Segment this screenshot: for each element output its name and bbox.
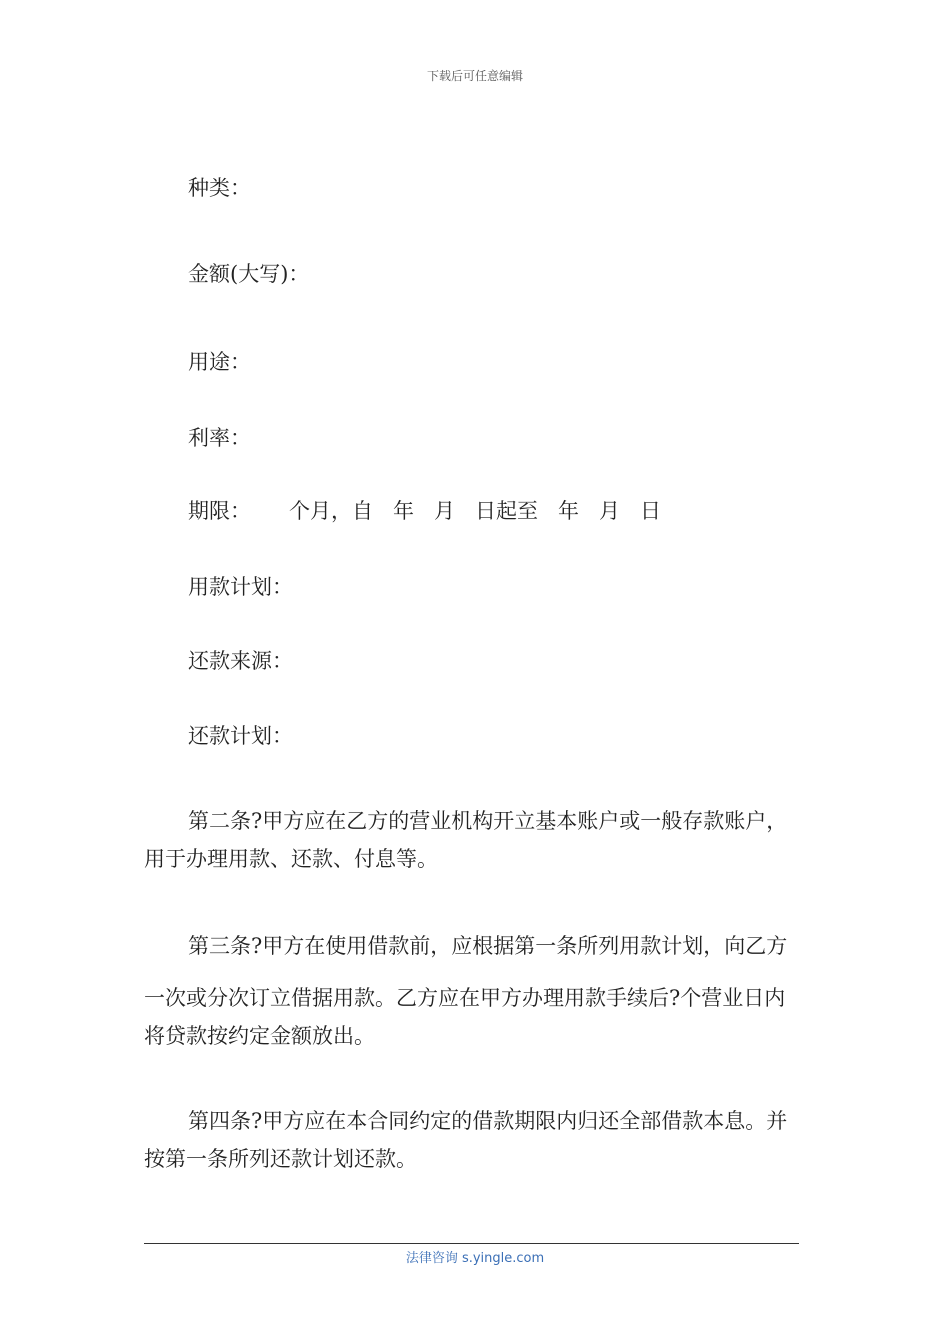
term-year-to: 年 xyxy=(558,499,579,523)
article-3-line-1: 第三条?甲方在使用借款前，应根据第一条所列用款计划，向乙方 xyxy=(188,934,788,958)
term-month-to: 月 xyxy=(599,499,620,523)
article-3-line-2: 一次或分次订立借据用款。乙方应在甲方办理用款手续后?个营业日内 xyxy=(144,986,786,1010)
field-repay-plan: 还款计划： xyxy=(188,724,293,748)
article-4-line-1: 第四条?甲方应在本合同约定的借款期限内归还全部借款本息。并 xyxy=(188,1109,788,1133)
article-3 xyxy=(144,932,806,1050)
field-term xyxy=(188,497,661,525)
field-amount: 金额(大写)： xyxy=(188,262,310,286)
term-day-to: 日 xyxy=(640,499,661,523)
term-month-from: 月 xyxy=(434,499,455,523)
field-rate: 利率： xyxy=(188,426,251,450)
field-purpose: 用途： xyxy=(188,350,251,374)
article-2 xyxy=(144,807,806,873)
term-label: 期限： xyxy=(188,499,251,523)
article-4-line-2: 按第一条所列还款计划还款。 xyxy=(144,1147,417,1171)
footer-link[interactable]: 法律咨询 s.yingle.com xyxy=(405,1251,545,1266)
term-day-from: 日起至 xyxy=(475,499,538,523)
article-4 xyxy=(144,1107,806,1173)
field-use-plan: 用款计划： xyxy=(188,575,293,599)
article-2-line-2: 用于办理用款、还款、付息等。 xyxy=(144,847,438,871)
article-2-line-1: 第二条?甲方应在乙方的营业机构开立基本账户或一般存款账户， xyxy=(188,809,788,833)
article-3-line-3: 将贷款按约定金额放出。 xyxy=(144,1024,375,1048)
term-months: 个月，自 xyxy=(289,499,373,523)
field-kind: 种类： xyxy=(188,176,251,200)
term-year-from: 年 xyxy=(393,499,414,523)
footer-divider xyxy=(144,1243,799,1244)
field-repay-source: 还款来源： xyxy=(188,649,293,673)
page-header: 下载后可任意编辑 xyxy=(426,69,523,83)
